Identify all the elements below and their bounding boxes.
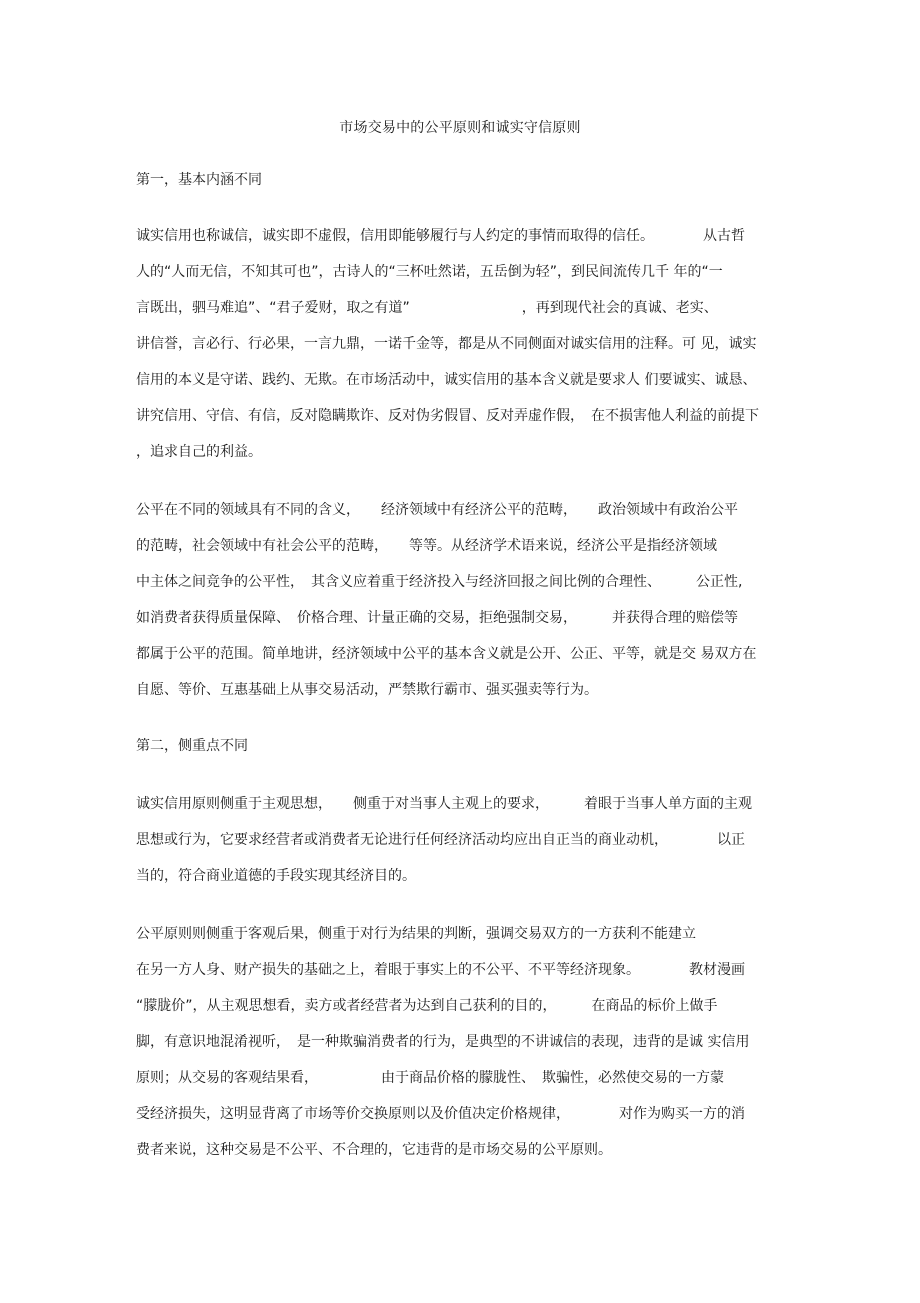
paragraph-line: 思想或行为，它要求经营者或消费者无论进行任何经济活动均应出自正当的商业动机， 以正 <box>136 832 745 848</box>
paragraph-line: 诚实信用也称诚信，诚实即不虚假，信用即能够履行与人约定的事情而取得的信任。 从古哲 <box>136 228 745 244</box>
paragraph-line: 信用的本义是守诺、践约、无欺。在市场活动中，诚实信用的基本含义就是要求人 们要诚实、诚恳、 <box>136 372 757 388</box>
paragraph-line: 在另一方人身、财产损失的基础之上，着眼于事实上的不公平、不平等经济现象。 教材漫画 <box>136 962 745 978</box>
paragraph-line: ，追求自己的利益。 <box>136 444 262 460</box>
paragraph-line: 公平原则则侧重于客观后果，侧重于对行为结果的判断，强调交易双方的一方获利不能建立 <box>136 926 696 942</box>
paragraph-line: 受经济损失，这明显背离了市场等价交换原则以及价值决定价格规律， 对作为购买一方的消 <box>136 1106 745 1122</box>
paragraph-line: 如消费者获得质量保障、 价格合理、计量正确的交易，拒绝强制交易， 并获得合理的赔偿等 <box>136 610 738 626</box>
paragraph-line: 公平在不同的领域具有不同的含义， 经济领域中有经济公平的范畴， 政治领域中有政治公平 <box>136 502 738 518</box>
paragraph-line: 讲信誉，言必行、行必果，一言九鼎，一诺千金等，都是从不同侧面对诚实信用的注释。可 见，诚实 <box>136 336 757 352</box>
paragraph-line: “朦胧价”，从主观思想看，卖方或者经营者为达到自己获利的目的， 在商品的标价上做手 <box>136 998 718 1014</box>
document-title: 市场交易中的公平原则和诚实守信原则 <box>339 120 581 136</box>
paragraph-line: 原则；从交易的客观结果看， 由于商品价格的朦胧性、 欺骗性，必然使交易的一方蒙 <box>136 1070 724 1086</box>
paragraph-line: 都属于公平的范围。简单地讲，经济领域中公平的基本含义就是公开、公正、平等，就是交 易双方在 <box>136 646 757 662</box>
section-2-heading: 第二，侧重点不同 <box>136 738 248 754</box>
paragraph-line: 的范畴，社会领域中有社会公平的范畴， 等等。从经济学术语来说，经济公平是指经济领域 <box>136 538 717 554</box>
paragraph-line: 当的，符合商业道德的手段实现其经济目的。 <box>136 868 416 884</box>
paragraph-line: 中主体之间竞争的公平性， 其含义应着重于经济投入与经济回报之间比例的合理性、 公正性, <box>136 574 743 590</box>
paragraph-line: 人的“人而无信，不知其可也”，古诗人的“三杯吐然诺，五岳倒为轻”，到民间流传几千 年的“一 <box>136 264 723 280</box>
paragraph-line: 言既出，驷马难追”、“君子爱财，取之有道” ，再到现代社会的真诚、老实、 <box>136 300 718 316</box>
section-1-heading: 第一，基本内涵不同 <box>136 172 262 188</box>
paragraph-line: 讲究信用、守信、有信，反对隐瞒欺诈、反对伪劣假冒、反对弄虚作假， 在不损害他人利益的前提下 <box>136 408 759 424</box>
paragraph-line: 自愿、等价、互惠基础上从事交易活动，严禁欺行霸市、强买强卖等行为。 <box>136 682 598 698</box>
paragraph-line: 费者来说，这种交易是不公平、不合理的，它违背的是市场交易的公平原则。 <box>136 1142 612 1158</box>
paragraph-line: 脚，有意识地混淆视听， 是一种欺骗消费者的行为，是典型的不讲诚信的表现，违背的是诚 实信用 <box>136 1034 750 1050</box>
paragraph-line: 诚实信用原则侧重于主观思想， 侧重于对当事人主观上的要求， 着眼于当事人单方面的主观 <box>136 796 752 812</box>
